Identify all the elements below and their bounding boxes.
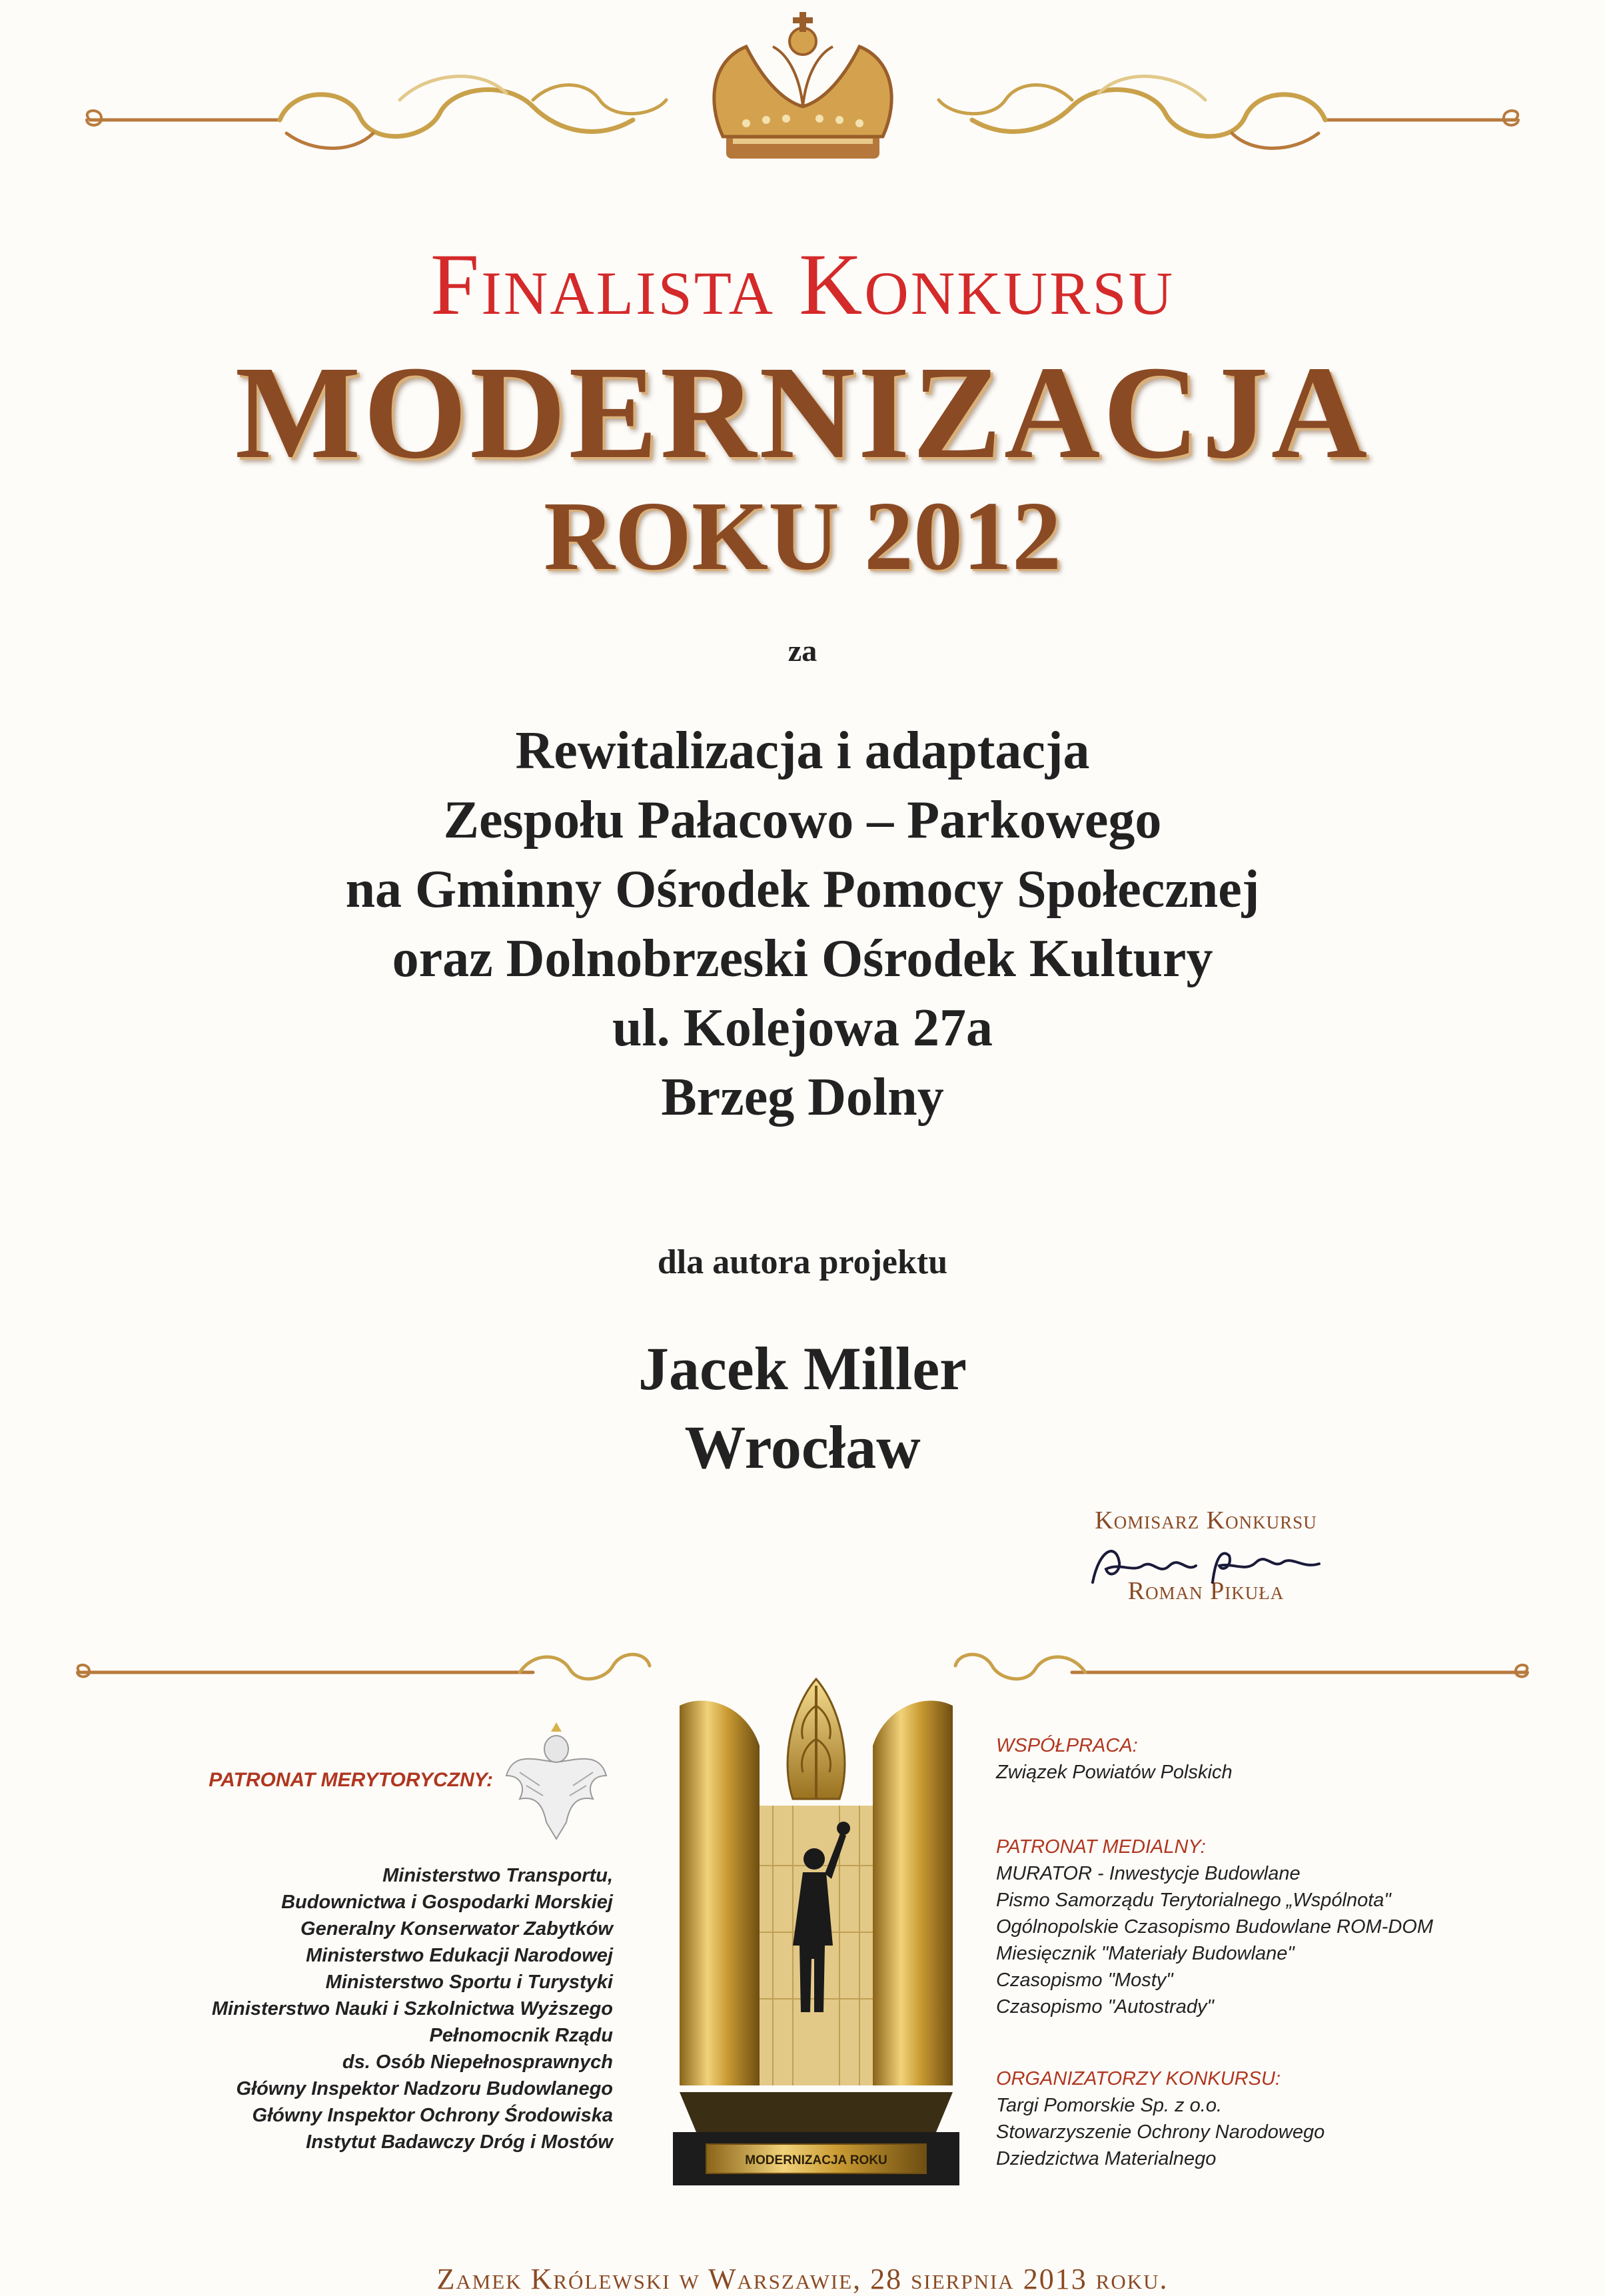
footer-place-date: Zamek Królewski w Warszawie, 28 sierpnia 2013 roku. (436, 2263, 1169, 2295)
project-line: na Gminny Ośrodek Pomocy Społecznej (345, 860, 1260, 919)
patron-item: Instytut Badawczy Dróg i Mostów (306, 2131, 613, 2153)
patron-item: Pełnomocnik Rządu (429, 2025, 613, 2046)
recipient-label: dla autora projektu (657, 1243, 948, 1281)
trophy-plaque: MODERNIZACJA ROKU (745, 2153, 887, 2167)
patron-item: Ministerstwo Sportu i Turystyki (325, 1972, 613, 1993)
project-description (0, 716, 1605, 1132)
patron-item: Główny Inspektor Nadzoru Budowlanego (236, 2078, 613, 2099)
organizer-item: Dziedzictwa Materialnego (996, 2148, 1217, 2169)
media-item: Ogólnopolskie Czasopismo Budowlane ROM-DOM (996, 1916, 1433, 1938)
cooperation-label: WSPÓŁPRACA: (996, 1735, 1138, 1756)
media-item: Czasopismo "Mosty" (996, 1970, 1173, 1991)
patron-item: ds. Osób Niepełnosprawnych (342, 2051, 613, 2073)
competition-title: MODERNIZACJA (235, 339, 1370, 486)
author-name: Jacek Miller (638, 1335, 967, 1403)
organizers-section (996, 2065, 1502, 2172)
media-patronage-section (996, 1834, 1502, 2020)
finalist-heading: Finalista Konkursu (430, 235, 1175, 333)
organizer-item: Targi Pomorskie Sp. z o.o. (996, 2095, 1223, 2116)
media-item: Pismo Samorządu Terytorialnego „Wspólnota" (996, 1890, 1391, 1911)
patron-item: Główny Inspektor Ochrony Środowiska (252, 2105, 613, 2126)
media-item: Miesięcznik "Materiały Budowlane" (996, 1943, 1295, 1964)
competition-year-title: ROKU 2012 (544, 482, 1061, 591)
project-line: ul. Kolejowa 27a (612, 999, 993, 1057)
patron-item: Ministerstwo Transportu, (382, 1865, 613, 1886)
media-item: Czasopismo "Autostrady" (996, 1996, 1214, 2017)
cooperation-item: Związek Powiatów Polskich (996, 1762, 1233, 1783)
media-item: MURATOR - Inwestycje Budowlane (996, 1863, 1301, 1884)
top-crown-ornament (0, 0, 1605, 200)
patron-item: Generalny Konserwator Zabytków (300, 1918, 613, 1940)
patron-item: Ministerstwo Edukacji Narodowej (306, 1945, 613, 1966)
commissioner-name: Roman Pikuła (1127, 1577, 1285, 1605)
organizer-item: Stowarzyszenie Ochrony Narodowego (996, 2121, 1325, 2143)
patronat-label: PATRONAT MERYTORYCZNY: (209, 1769, 493, 1791)
project-line: Zespołu Pałacowo – Parkowego (443, 791, 1162, 850)
patron-item: Budownictwa i Gospodarki Morskiej (281, 1892, 613, 1913)
commissioner-title: Komisarz Konkursu (1095, 1506, 1317, 1534)
patrons-list (93, 1862, 613, 2155)
eagle-emblem-icon (500, 1712, 613, 1846)
handwritten-signature (1079, 1536, 1346, 1596)
crown-icon (714, 12, 891, 159)
project-line: Brzeg Dolny (661, 1068, 944, 1127)
trophy-image (666, 1666, 966, 2199)
patron-item: Ministerstwo Nauki i Szkolnictwa Wyższego (211, 1998, 613, 2019)
for-label: za (788, 634, 817, 668)
organizers-label: ORGANIZATORZY KONKURSU: (996, 2068, 1281, 2089)
media-patronage-label: PATRONAT MEDIALNY: (996, 1836, 1206, 1858)
author-block (0, 1329, 1605, 1486)
project-line: oraz Dolnobrzeski Ośrodek Kultury (392, 929, 1213, 988)
cooperation-section (996, 1732, 1502, 1786)
author-city: Wrocław (684, 1413, 921, 1481)
project-line: Rewitalizacja i adaptacja (515, 722, 1090, 780)
